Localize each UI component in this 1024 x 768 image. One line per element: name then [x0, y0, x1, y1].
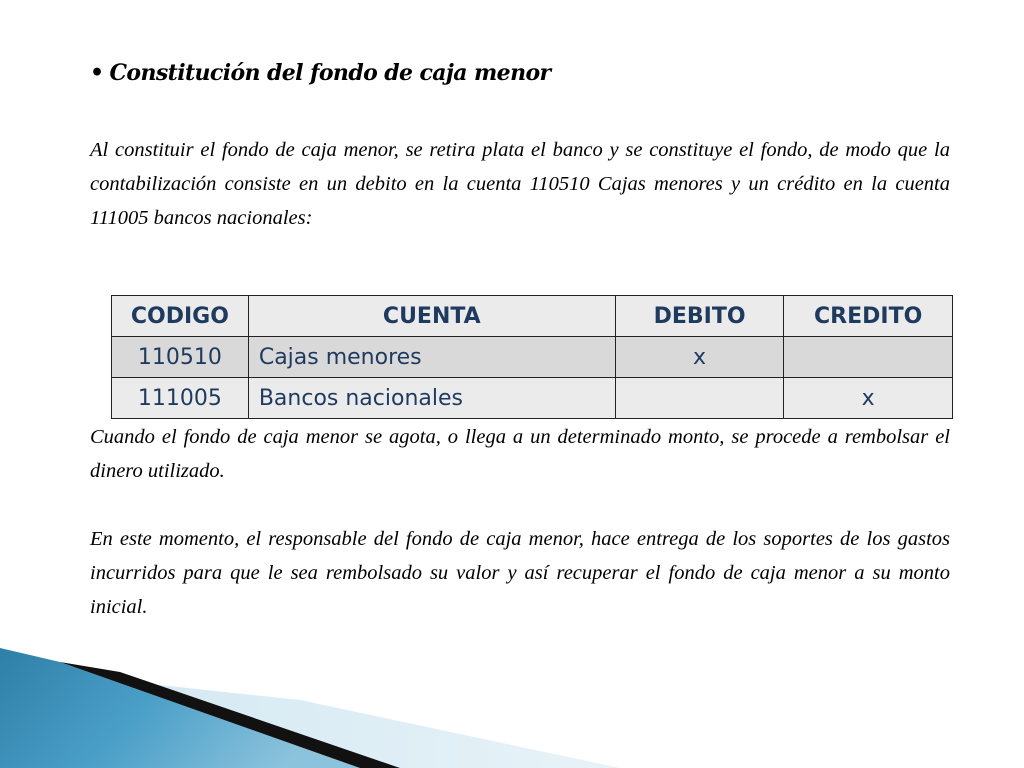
after-table-paragraph: Cuando el fondo de caja menor se agota, o llega a un determinado monto, se procede a rembolsar el dinero utilizado. — [90, 426, 950, 482]
cell-credito: x — [784, 378, 953, 419]
accounting-entry-table — [111, 295, 953, 419]
cell-codigo: 111005 — [112, 378, 249, 419]
cell-cuenta: Bancos nacionales — [248, 378, 615, 419]
cell-cuenta: Cajas menores — [248, 337, 615, 378]
cell-debito — [615, 378, 784, 419]
header-cuenta: CUENTA — [248, 296, 615, 337]
slide-heading — [90, 60, 551, 86]
header-credito: CREDITO — [784, 296, 953, 337]
decor-blue-wedge — [0, 648, 360, 768]
table-header-row — [112, 296, 953, 337]
heading-title: Constitución del fondo de caja menor — [109, 60, 551, 86]
table-row — [112, 378, 953, 419]
table-row — [112, 337, 953, 378]
closing-paragraph: En este momento, el responsable del fondo de caja menor, hace entrega de los soportes de los gastos incurridos para que le sea rembolsado su valor y así recuperar el fondo de caja menor a su monto inicial. — [90, 528, 950, 618]
decor-pale-band — [0, 668, 620, 768]
header-debito: DEBITO — [615, 296, 784, 337]
bullet-icon: • — [90, 60, 104, 86]
intro-paragraph: Al constituir el fondo de caja menor, se retira plata el banco y se constituye el fondo, de modo que la contabilización consiste en un debito en la cuenta 110510 Cajas menores y un crédito en la cuenta 111005 bancos nacionales: — [90, 139, 950, 229]
cell-codigo: 110510 — [112, 337, 249, 378]
cell-debito: x — [615, 337, 784, 378]
cell-credito — [784, 337, 953, 378]
header-codigo: CODIGO — [112, 296, 249, 337]
decor-black-stripe — [60, 662, 400, 768]
